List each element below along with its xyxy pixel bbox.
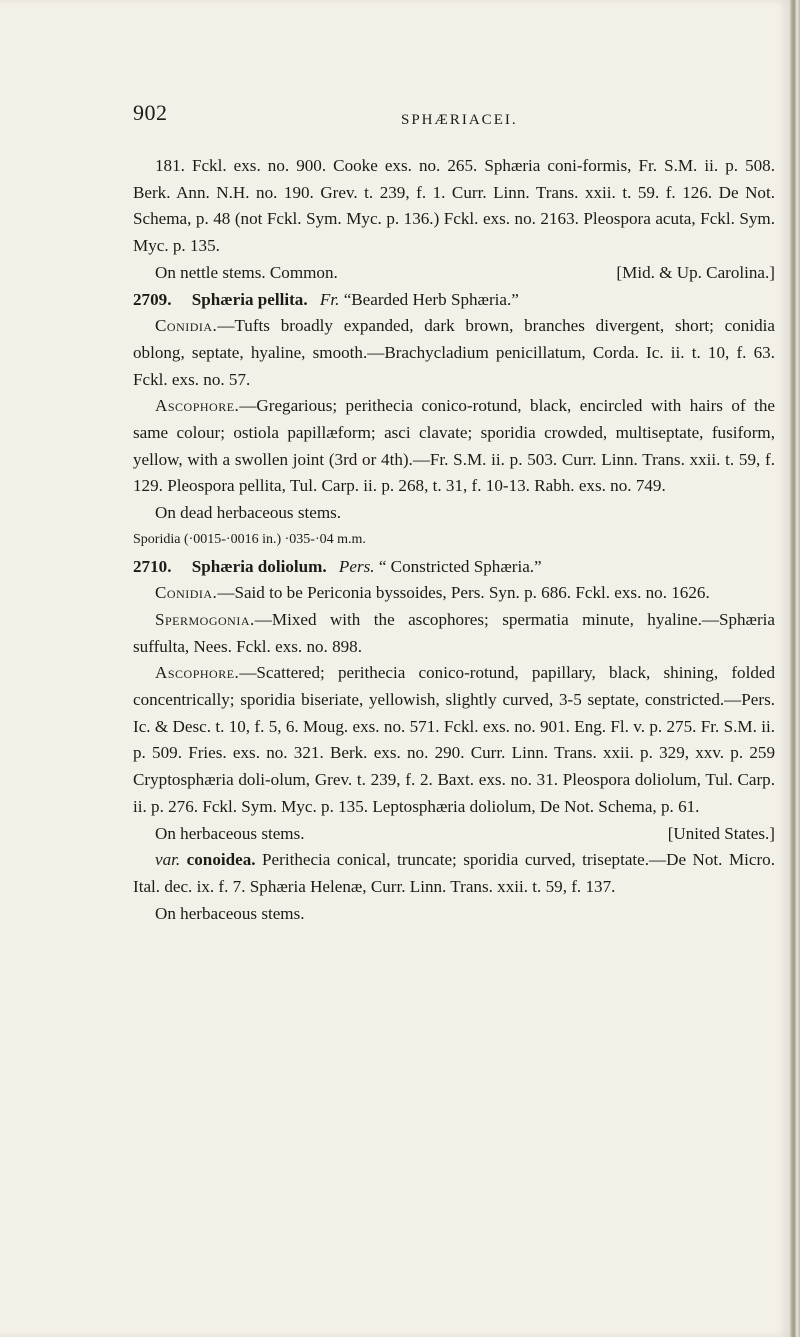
species-2709-ascophore bbox=[133, 393, 775, 500]
running-head: SPHÆRIACEI. bbox=[401, 112, 518, 128]
habitat-text: On nettle stems. Common. bbox=[155, 262, 338, 282]
variety-name: conoidea. bbox=[186, 850, 256, 870]
entry-181-habitat bbox=[133, 260, 775, 287]
species-2710-variety-habitat: On herbaceous stems. bbox=[155, 903, 305, 923]
section-text: —Scattered; perithecia conico-rotund, papillary, black, shining, folded concentrically; sporidia biseriate, yellowish, slightly curved, 3-5 septate, constricted.—Pers. Ic. & Desc. t. 10, f. 5, 6. Moug. exs. no. 571. Fckl. exs. no. 901. Eng. Fl. v. p. 275. Fr. S.M. ii. p. 509. Fries. exs. no. 321. Berk. exs. no. 290. Curr. Linn. Trans. xxii. p. 329, xxv. p. 259 Cryptosphæria doli-olum, Grev. t. 239, f. 2. Baxt. exs. no. 31. Pleospora doliolum, Tul. Carp. ii. p. 276. Fckl. Sym. Myc. p. 135. Leptosphæria doliolum, De Not. Schema, p. 61. bbox=[133, 663, 775, 816]
section-label: Ascophore. bbox=[155, 396, 240, 416]
species-2709-measurement: Sporidia (·0015-·0016 in.) ·035-·04 m.m. bbox=[133, 531, 366, 547]
section-text: —Tufts broadly expanded, dark brown, branches divergent, short; conidia oblong, septate, hyaline, smooth.—Brachycladium penicillatum, Corda. Ic. ii. t. 10, f. 63. Fckl. exs. no. 57. bbox=[133, 316, 775, 389]
species-name: Sphæria doliolum. bbox=[191, 556, 327, 576]
section-text: —Said to be Periconia byssoides, Pers. Syn. p. 686. Fckl. exs. no. 1626. bbox=[217, 583, 710, 603]
species-2710-habitat bbox=[133, 821, 775, 848]
locality-text: [United States.] bbox=[667, 823, 775, 843]
page-edge-shadow bbox=[790, 0, 800, 1337]
variety-text: Perithecia conical, truncate; sporidia curved, triseptate.—De Not. Micro. Ital. dec. ix. f. 7. Sphæria Helenæ, Curr. Linn. Trans. xxii. t. 59, f. 137. bbox=[133, 850, 775, 896]
species-number: 2710. bbox=[133, 556, 172, 576]
species-2710-heading bbox=[133, 554, 775, 581]
species-common-name: “Bearded Herb Sphæria.” bbox=[343, 289, 519, 309]
locality-text: [Mid. & Up. Carolina.] bbox=[616, 262, 775, 282]
species-2710-variety bbox=[133, 847, 775, 900]
page-number: 902 bbox=[133, 100, 168, 125]
section-label: Ascophore. bbox=[155, 663, 240, 683]
section-text: —Mixed with the ascophores; spermatia minute, hyaline.—Sphæria suffulta, Nees. Fckl. exs. no. 898. bbox=[133, 609, 775, 656]
species-common-name: “ Constricted Sphæria.” bbox=[378, 556, 542, 576]
species-name: Sphæria pellita. bbox=[191, 289, 308, 309]
species-2710-ascophore bbox=[133, 660, 775, 820]
habitat-text: On herbaceous stems. bbox=[155, 823, 305, 843]
species-authority: Fr. bbox=[319, 289, 340, 309]
section-text: —Gregarious; perithecia conico-rotund, black, encircled with hairs of the same colour; ostiola papillæform; asci clavate; sporidia crowded, multiseptate, fusiform, yellow, with a swollen joint (3rd or 4th).—Fr. S.M. ii. p. 503. Curr. Linn. Trans. xxii. t. 59, f. 129. Pleospora pellita, Tul. Carp. ii. p. 268, t. 31, f. 10-13. Rabh. exs. no. 749. bbox=[133, 396, 775, 496]
entry-181-citations: 181. Fckl. exs. no. 900. Cooke exs. no. 265. Sphæria coni-formis, Fr. S.M. ii. p. 508. Berk. Ann. N.H. no. 190. Grev. t. 239, f. 1. Curr. Linn. Trans. xxii. t. 59. f. 126. De Not. Schema, p. 48 (not Fckl. Sym. Myc. p. 136.) Fckl. exs. no. 2163. Pleospora acuta, Fckl. Sym. Myc. p. 135. bbox=[133, 156, 775, 256]
section-label: Conidia. bbox=[155, 583, 218, 603]
species-2709-conidia bbox=[133, 313, 775, 393]
body-text bbox=[133, 153, 775, 927]
variety-label: var. bbox=[155, 850, 181, 870]
species-number: 2709. bbox=[133, 289, 172, 309]
species-2709-heading bbox=[133, 287, 775, 314]
species-authority: Pers. bbox=[338, 556, 375, 576]
species-2710-conidia bbox=[133, 580, 775, 607]
section-label: Spermogonia. bbox=[155, 609, 255, 629]
species-2710-spermogonia bbox=[133, 607, 775, 660]
species-2709-habitat: On dead herbaceous stems. bbox=[155, 503, 342, 523]
section-label: Conidia. bbox=[155, 316, 218, 336]
